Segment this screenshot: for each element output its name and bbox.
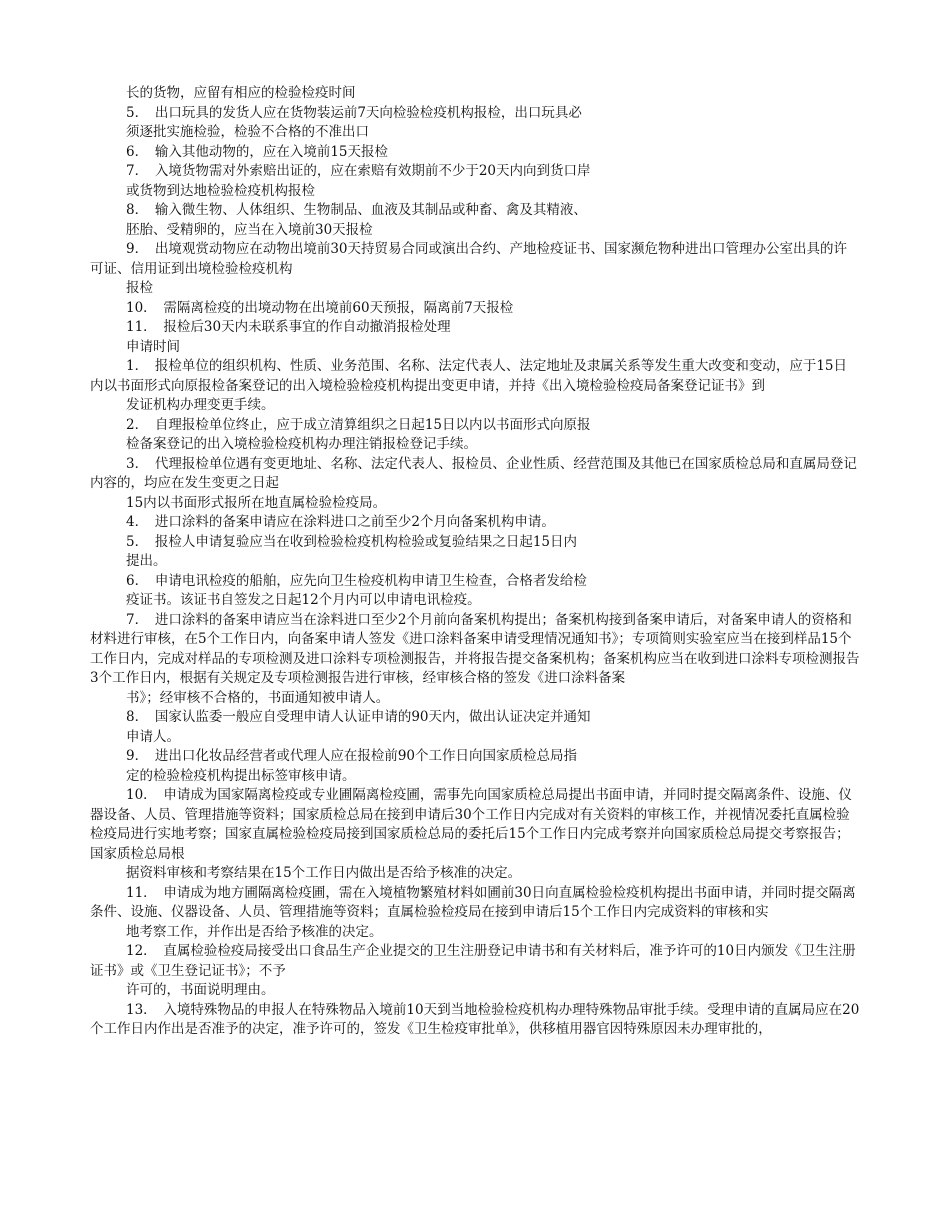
text-line: 6． 输入其他动物的，应在入境前15天报检 [126,143,389,160]
text-line: 书》；经审核不合格的，书面通知被申请人。 [126,689,390,706]
text-line: 13． 入境特殊物品的申报人在特殊物品入境前10天到当地检验检疫机构办理特殊物品审批手续。受理申请的直属局应在20个工作日内作出是否准予的决定，准予许可的，签发《卫生检疫审批单》，供移植用器官因特殊原因未办理审批的， [90,1001,860,1037]
text-line: 5． 出口玩具的发货人应在货物装运前7天向检验检疫机构报检，出口玩具必 [126,104,582,121]
text-line: 许可的，书面说明理由。 [126,982,275,998]
document-body [90,84,860,1040]
text-line: 申请人。 [126,728,180,745]
text-line: 提出。 [126,553,167,569]
text-line: 2． 自理报检单位终止，应于成立清算组织之日起15日以内以书面形式向原报 [126,416,591,433]
text-line: 疫证书。该证书自签发之日起12个月内可以申请电讯检疫。 [126,592,481,608]
text-line: 检备案登记的出入境检验检疫机构办理注销报检登记手续。 [126,436,477,452]
text-line: 据资料审核和考察结果在15个工作日内做出是否给予核准的决定。 [126,865,522,881]
text-line: 须逐批实施检验，检验不合格的不准出口 [126,124,369,140]
text-line: 7． 进口涂料的备案申请应当在涂料进口至少2个月前向备案机构提出；备案机构接到备案申请后，对备案申请人的资格和材料进行审核，在5个工作日内，向备案申请人签发《进口涂料备案申请受理情况通知书》；专项简则实验室应当在接到样品15个工作日内，完成对样品的专项检测及进口涂料专项检测报告，并将报告提交备案机构；备案机构应当在收到进口涂料专项检测报告3个工作日内，根据有关规定及专项检测报告进行审核，经审核合格的签发《进口涂料备案 [90,611,860,686]
text-line: 报检 [126,280,153,296]
text-line: 胚胎、受精卵的，应当在入境前30天报检 [126,221,373,238]
text-line: 5． 报检人申请复验应当在收到检验检疫机构检验或复验结果之日起15日内 [126,533,578,550]
text-line: 4． 进口涂料的备案申请应在涂料进口之前至少2个月向备案机构申请。 [126,514,555,530]
text-line: 发证机构办理变更手续。 [126,397,275,413]
text-line: 定的检验检疫机构提出标签审核申请。 [126,767,356,784]
text-line: 10． 需隔离检疫的出境动物在出境前60天预报，隔离前7天报检 [126,299,514,316]
text-line: 11． 申请成为地方圃隔离检疫圃，需在入境植物繁殖材料如圃前30日向直属检验检疫机构提出书面申请，并同时提交隔离条件、设施、仪器设备、人员、管理措施等资料；直属检验检疫局在接到申请后15个工作日内完成资料的审核和实 [90,884,856,920]
text-line: 8． 输入微生物、人体组织、生物制品、血液及其制品或种畜、禽及其精液、 [126,202,587,218]
text-line: 申请时间 [126,338,180,355]
text-line: 1． 报检单位的组织机构、性质、业务范围、名称、法定代表人、法定地址及隶属关系等发生重大改变和变动，应于15日内以书面形式向原报检备案登记的出入境检验检疫机构提出变更申请，并持《出入境检验检疫局备案登记证书》到 [90,358,848,394]
text-line: 9． 出境观赏动物应在动物出境前30天持贸易合同或演出合约、产地检疫证书、国家濒危物种进出口管理办公室出具的许可证、信用证到出境检验检疫机构 [90,241,848,277]
text-line: 或货物到达地检验检疫机构报检 [126,182,315,199]
text-line: 11． 报检后30天内未联系事宜的作自动撤消报检处理 [126,319,451,335]
text-line: 8． 国家认监委一般应自受理申请人认证申请的90天内，做出认证决定并通知 [126,709,591,725]
text-line: 地考察工作，并作出是否给予核准的决定。 [126,923,383,940]
text-line: 7． 入境货物需对外索赔出证的，应在索赔有效期前不少于20天内向到货口岸 [126,163,591,179]
text-line: 长的货物，应留有相应的检验检疫时间 [126,85,356,101]
text-line: 3． 代理报检单位遇有变更地址、名称、法定代表人、报检员、企业性质、经营范围及其他已在国家质检总局和直属局登记内容的，均应在发生变更之日起 [90,455,857,491]
text-line: 12． 直属检验检疫局接受出口食品生产企业提交的卫生注册登记申请书和有关材料后，准予许可的10日内颁发《卫生注册证书》或《卫生登记证书》；不予 [90,943,856,979]
text-line: 10． 申请成为国家隔离检疫或专业圃隔离检疫圃，需事先向国家质检总局提出书面申请，并同时提交隔离条件、设施、仪器设备、人员、管理措施等资料；国家质检总局在接到申请后30个工作日内完成对有关资料的审核工作，并视情况委托直属检验检疫局进行实地考察；国家直属检验检疫局接到国家质检总局的委托后15个工作日内完成考察并向国家质检总局提交考察报告；国家质检总局根 [90,787,852,862]
text-line: 15内以书面形式报所在地直属检验检疫局。 [126,494,387,511]
text-line: 9． 进出口化妆品经营者或代理人应在报检前90个工作日向国家质检总局指 [126,748,578,764]
text-line: 6． 申请电讯检疫的船舶，应先向卫生检疫机构申请卫生检查，合格者发给检 [126,572,587,589]
